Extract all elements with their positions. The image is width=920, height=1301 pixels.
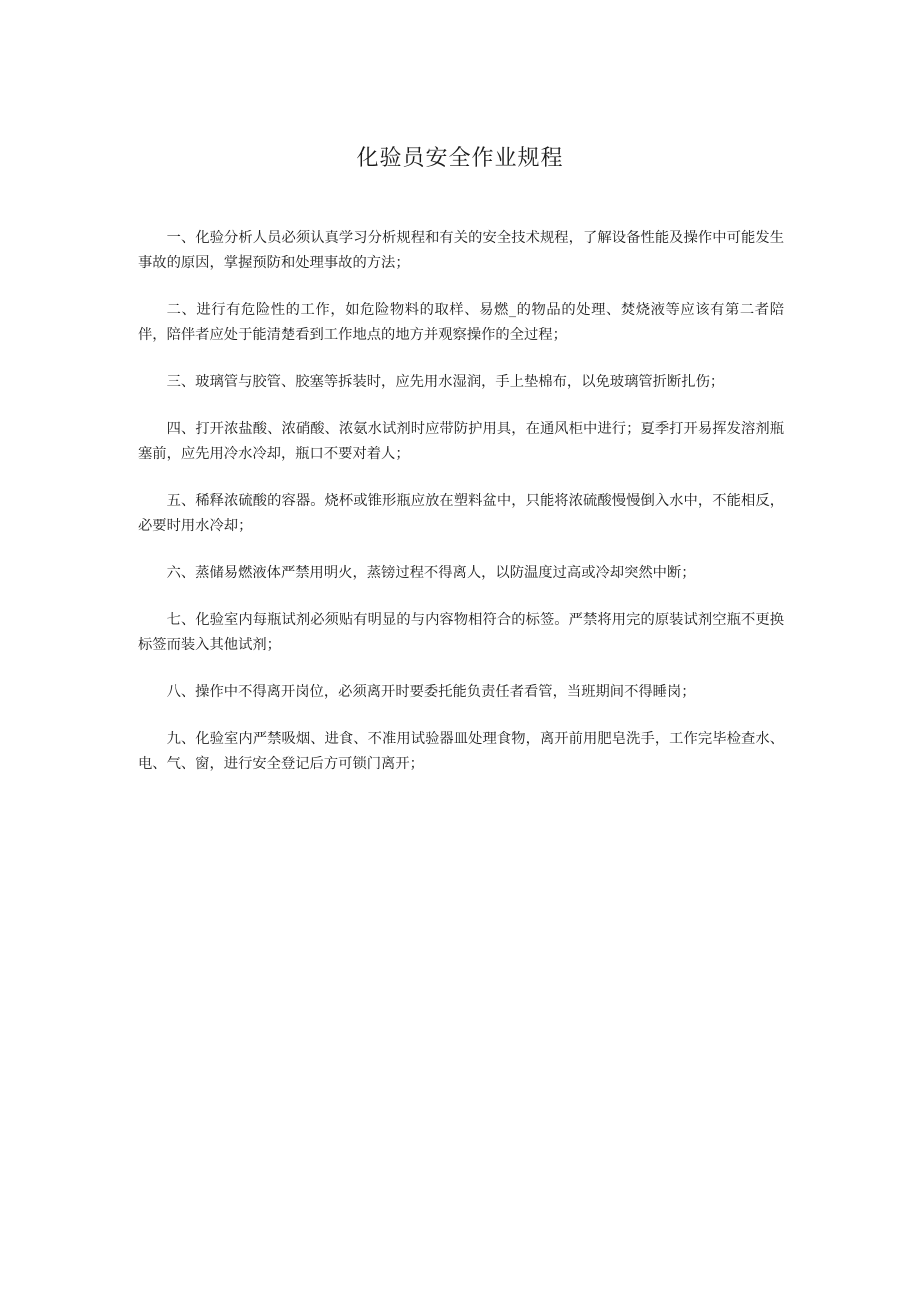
paragraph-2: 二、进行有危险性的工作，如危险物料的取样、易燃_的物品的处理、焚烧液等应该有第二者陪伴，陪伴者应处于能清楚看到工作地点的地方并观察操作的全过程； [138,302,784,343]
paragraph-4: 四、打开浓盐酸、浓硝酸、浓氨水试剂时应带防护用具，在通风柜中进行；夏季打开易挥发溶剂瓶塞前，应先用冷水冷却，瓶口不要对着人； [138,421,784,462]
paragraph-3: 三、玻璃管与胶管、胶塞等拆装时，应先用水湿润，手上垫棉布，以免玻璃管折断扎伤； [166,374,725,390]
paragraph-1: 一、化验分析人员必须认真学习分析规程和有关的安全技术规程，了解设备性能及操作中可能发生事故的原因，掌握预防和处理事故的方法； [138,230,784,271]
paragraph-7: 七、化验室内每瓶试剂必须贴有明显的与内容物相符合的标签。严禁将用完的原装试剂空瓶不更换标签而装入其他试剂； [138,612,784,653]
paragraph-6: 六、蒸储易燃液体严禁用明火，蒸镑过程不得离人，以防温度过高或冷却突然中断； [166,565,696,581]
paragraph-5: 五、稀释浓硫酸的容器。烧杯或锥形瓶应放在塑料盆中，只能将浓硫酸慢慢倒入水中，不能相反，必要时用水冷却； [138,493,784,534]
document-title: 化验员安全作业规程 [356,146,564,171]
document-body [138,226,784,799]
paragraph-9: 九、化验室内严禁吸烟、进食、不准用试验器皿处理食物，离开前用肥皂洗手，工作完毕检查水、电、气、窗，进行安全登记后方可锁门离开； [138,731,784,772]
paragraph-8: 八、操作中不得离开岗位，必须离开时要委托能负责任者看管，当班期间不得睡岗； [166,684,696,700]
